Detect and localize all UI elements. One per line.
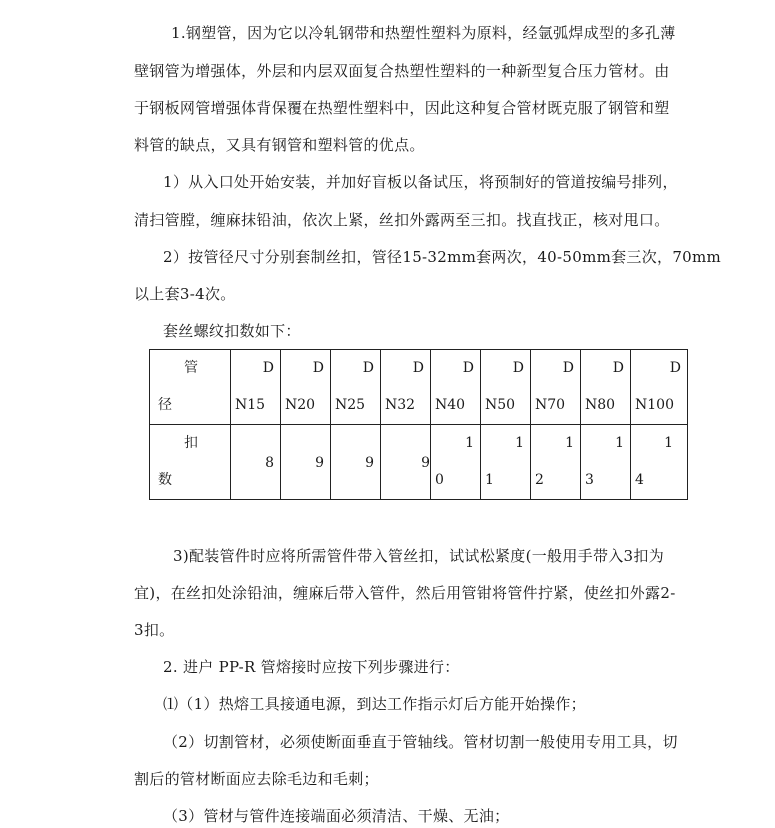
- table-cell: [631, 425, 688, 500]
- cell-text: 1: [485, 472, 494, 488]
- paragraph-7-line-2: 割后的管材断面应去除毛边和毛刺；: [134, 770, 379, 788]
- cell-text: 4: [635, 472, 644, 488]
- cell-text: N32: [385, 397, 416, 413]
- table-cell: [431, 350, 481, 425]
- thread-count-table: [149, 349, 688, 500]
- cell-text: N50: [485, 397, 516, 413]
- cell-text: 0: [435, 472, 444, 488]
- cell-text: N25: [335, 397, 366, 413]
- cell-text: 1: [515, 435, 524, 451]
- table-cell: [381, 350, 431, 425]
- table-cell: [231, 425, 281, 500]
- cell-text: N20: [285, 397, 316, 413]
- table-cell: [631, 350, 688, 425]
- table-cell: [231, 350, 281, 425]
- paragraph-4-line-2: 宜)，在丝扣处涂铅油，缠麻后带入管件，然后用管钳将管件拧紧，使丝扣外露2-: [134, 584, 676, 602]
- paragraph-2-line-1: 1）从入口处开始安装，并加好盲板以备试压，将预制好的管道按编号排列，: [163, 173, 678, 191]
- paragraph-5: 2. 进户 PP-R 管熔接时应按下列步骤进行：: [163, 658, 460, 676]
- table-row-pipe-diameter: [150, 350, 688, 425]
- paragraph-4-line-3: 3扣。: [134, 621, 175, 639]
- table-cell: [281, 425, 331, 500]
- table-caption: 套丝螺纹扣数如下：: [163, 322, 301, 340]
- table-cell: [281, 350, 331, 425]
- cell-text: 1: [615, 435, 624, 451]
- table-cell: [481, 350, 531, 425]
- table-cell: [431, 425, 481, 500]
- paragraph-8: （3）管材与管件连接端面必须清洁、干燥、无油；: [163, 807, 510, 825]
- paragraph-3-line-1: 2）按管径尺寸分别套制丝扣，管径15-32mm套两次，40-50mm套三次，70mm: [163, 248, 722, 266]
- table-cell: [331, 425, 381, 500]
- cell-text: 1: [565, 435, 574, 451]
- cell-text: D: [362, 360, 374, 376]
- table-cell: [581, 425, 631, 500]
- header-text: 管: [184, 360, 198, 376]
- table-cell: [381, 425, 431, 500]
- cell-text: 9: [315, 455, 324, 471]
- paragraph-1-line-2: 壁钢管为增强体，外层和内层双面复合热塑性塑料的一种新型复合压力管材。由: [134, 62, 670, 80]
- cell-text: N40: [435, 397, 466, 413]
- header-text: 扣: [184, 435, 198, 451]
- paragraph-7-line-1: （2）切割管材，必须使断面垂直于管轴线。管材切割一般使用专用工具，切: [163, 733, 678, 751]
- paragraph-2-line-2: 清扫管膛，缠麻抹铅油，依次上紧，丝扣外露两至三扣。找直找正，核对甩口。: [134, 211, 670, 229]
- cell-text: 3: [585, 472, 594, 488]
- cell-text: N100: [635, 397, 674, 413]
- cell-text: D: [512, 360, 524, 376]
- cell-text: N80: [585, 397, 616, 413]
- paragraph-1-line-4: 料管的缺点，又具有钢管和塑料管的优点。: [134, 136, 425, 154]
- table-cell: [581, 350, 631, 425]
- cell-text: 1: [664, 435, 673, 451]
- paragraph-1-line-3: 于钢板网管增强体背保覆在热塑性塑料中，因此这种复合管材既克服了钢管和塑: [134, 99, 670, 117]
- table-cell: [481, 425, 531, 500]
- cell-text: D: [312, 360, 324, 376]
- cell-text: D: [262, 360, 274, 376]
- cell-text: D: [412, 360, 424, 376]
- table-cell: [531, 425, 581, 500]
- cell-text: 2: [535, 472, 544, 488]
- table-header-cell: [150, 350, 231, 425]
- cell-text: N70: [535, 397, 566, 413]
- paragraph-6: ⑴（1）热熔工具接通电源，到达工作指示灯后方能开始操作；: [163, 695, 586, 713]
- cell-text: D: [462, 360, 474, 376]
- paragraph-3-line-2: 以上套3-4次。: [134, 285, 236, 303]
- cell-text: D: [669, 360, 681, 376]
- cell-text: 1: [465, 435, 474, 451]
- cell-text: D: [612, 360, 624, 376]
- table-cell: [331, 350, 381, 425]
- cell-text: 9: [365, 455, 374, 471]
- cell-text: 8: [265, 455, 274, 471]
- table-header-cell: [150, 425, 231, 500]
- header-text: 径: [158, 397, 172, 413]
- cell-text: N15: [235, 397, 266, 413]
- table-cell: [531, 350, 581, 425]
- paragraph-1-line-1: 1.钢塑管，因为它以冷轧钢带和热塑性塑料为原料，经氩弧焊成型的多孔薄: [171, 24, 676, 42]
- table-row-thread-count: [150, 425, 688, 500]
- cell-text: 9: [421, 455, 430, 471]
- cell-text: D: [562, 360, 574, 376]
- paragraph-4-line-1: 3)配装管件时应将所需管件带入管丝扣，试试松紧度(一般用手带入3扣为: [173, 547, 664, 565]
- header-text: 数: [158, 472, 172, 488]
